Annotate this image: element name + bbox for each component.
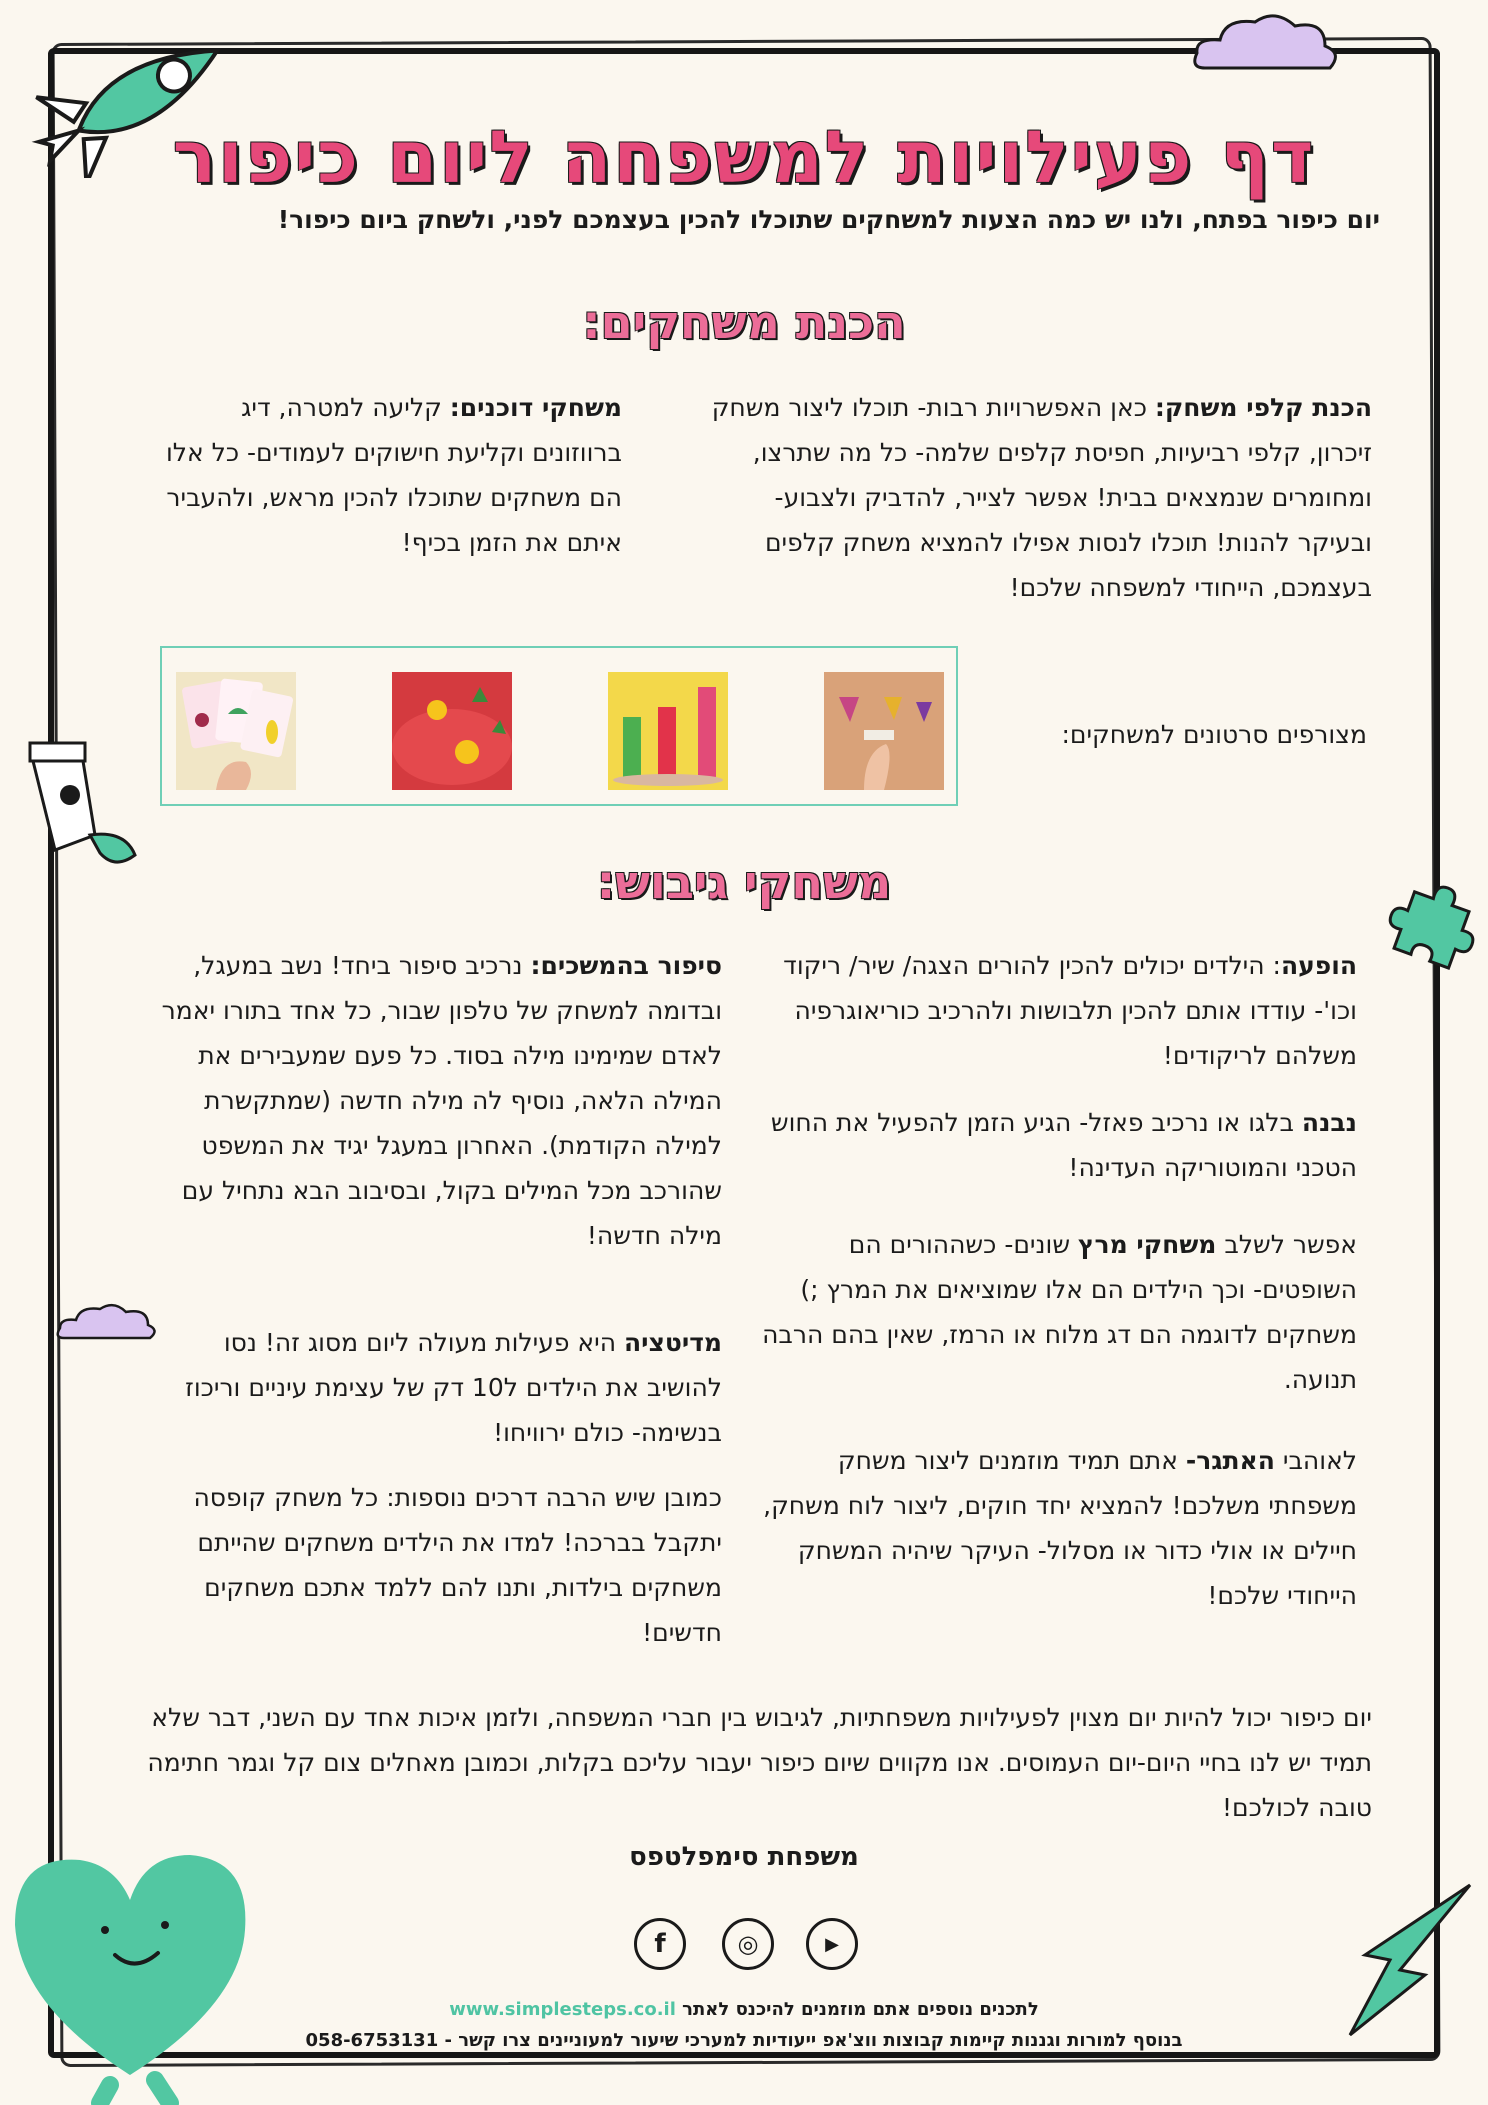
race-paragraph: [752, 1222, 1357, 1402]
stalls-paragraph: [160, 385, 622, 565]
youtube-icon[interactable]: ▶: [806, 1918, 858, 1970]
cloud-small-icon: [52, 1300, 162, 1345]
cloud-icon: [1185, 8, 1345, 78]
race-title: משחקי מרץ: [1078, 1230, 1217, 1259]
show-text: : הילדים יכולים להכין להורים הצגה/ שיר/ ריקוד וכו'- עודדו אותם להכין תלבושות ולהרכיב כוריאוגרפיה משלהם לריקודים!: [783, 951, 1357, 1070]
build-paragraph: [752, 1100, 1357, 1190]
story-title: סיפור בהמשכים:: [530, 951, 722, 980]
closing-paragraph: יום כיפור יכול להיות יום מצוין לפעילויות משפחתיות, לגיבוש בין חברי המשפחה, ולזמן איכות אחד עם השני, דבר שלא תמיד יש לנו בחיי היום-יום העמוסים. אנו מקווים שיום כיפור יעבור עליכם בקלות, וכמובן מאחלים צום קל וגמר חתימה טובה לכולכם!: [147, 1703, 1372, 1822]
videos-label: מצורפים סרטונים למשחקים:: [1061, 720, 1367, 749]
story-paragraph: [160, 943, 722, 1258]
video-thumbnail-ducks[interactable]: [392, 672, 512, 790]
cards-text: כאן האפשרויות רבות- תוכלו ליצור משחק זיכרון, קלפי רביעיות, חפיסת קלפים שלמה- כל מה שתרצו, ומחומרים שנמצאים בבית! אפשר לצייר, להדביק ולצבוע- ובעיקר להנות! תוכלו לנסות אפילו להמציא משחק קלפים בעצמכם, הייחודי למשפחה שלכם!: [711, 393, 1372, 602]
build-title: נבנה: [1301, 1108, 1357, 1137]
video-thumbnails-strip: [160, 646, 958, 806]
story-text: נרכיב סיפור ביחד! נשב במעגל, ובדומה למשחק של טלפון שבור, כל אחד בתורו יאמר לאדם שמימינו מילה בסוד. כל פעם שמעבירים את המילה הלאה, נוסיף לה מילה חדשה (שמתקשרת למילה הקודמת). האחרון במעגל יגיד את המשפט שהורכב מכל המילים בקול, ובסיבוב הבא נתחיל עם מילה חדשה!: [161, 951, 722, 1250]
challenge-text: אתם תמיד מוזמנים ליצור משחק משפחתי משלכם! להמציא יחד חוקים, ליצור לוח משחק, חיילים או אולי כדור או מסלול- העיקר שיהיה המשחק הייחודי שלכם!: [763, 1446, 1357, 1610]
show-paragraph: [752, 943, 1357, 1078]
more-games-paragraph: כמובן שיש הרבה דרכים נוספות: כל משחק קופסה יתקבל בברכה! למדו את הילדים משחקים שהייתם משחקים בילדות, ותנו להם ללמד אתכם משחקים חדשים!: [193, 1483, 722, 1647]
meditation-text: היא פעילות מעולה ליום מסוג זה! נסו להושיב את הילדים ל10 דק של עצימת עיניים וריכוז בנשימה- כולם ירוויחו!: [185, 1328, 722, 1447]
website-link[interactable]: www.simplesteps.co.il: [449, 1999, 676, 2020]
challenge-title: האתגר-: [1185, 1446, 1275, 1475]
stalls-text: קליעה למטרה, דיג ברווזונים וקליעת חישוקים לעמודים- כל אלו הם משחקים שתוכלו להכין מראש, ולהעביר איתם את הזמן בכיף!: [165, 393, 622, 557]
footer-line-website: [0, 1999, 1488, 2020]
stalls-title: משחקי דוכנים:: [449, 393, 622, 422]
race-prefix: אפשר לשלב: [1216, 1230, 1357, 1259]
page-title: דף פעילויות למשפחה ליום כיפור: [172, 115, 1316, 199]
section-heading-bonding: משחקי גיבוש:: [596, 855, 892, 909]
footer-website-text: לתכנים נוספים אתם מוזמנים להיכנס לאתר: [682, 1999, 1039, 2020]
video-thumbnail-target[interactable]: [824, 672, 944, 790]
signature: משפחת סימפלטפס: [629, 1842, 859, 1872]
video-thumbnail-cards[interactable]: [176, 672, 296, 790]
video-thumbnail-rings[interactable]: [608, 672, 728, 790]
build-text: בלגו או נרכיב פאזל- הגיע הזמן להפעיל את החוש הטכני והמוטוריקה העדינה!: [770, 1108, 1357, 1182]
section-heading-prep: הכנת משחקים:: [582, 295, 906, 349]
instagram-icon[interactable]: ◎: [722, 1918, 774, 1970]
show-title: הופעה: [1280, 951, 1357, 980]
page-subtitle: יום כיפור בפתח, ולנו יש כמה הצעות למשחקים שתוכלו להכין בעצמכם לפני, ולשחק ביום כיפור!: [277, 205, 1380, 234]
footer-line-contact: בנוסף למורות וגננות קיימות קבוצות ווצ'אפ ייעודיות למערכי שיעור למעוניינים צרו קשר - 058-6753131: [305, 2030, 1183, 2051]
challenge-paragraph: [752, 1438, 1357, 1618]
meditation-paragraph: [150, 1320, 722, 1455]
meditation-title: מדיטציה: [624, 1328, 722, 1357]
challenge-prefix: לאוהבי: [1274, 1446, 1357, 1475]
facebook-icon[interactable]: f: [634, 1918, 686, 1970]
paint-tube-icon: [15, 735, 145, 875]
cards-title: הכנת קלפי משחק:: [1154, 393, 1372, 422]
cards-paragraph: [700, 385, 1372, 610]
race-text: שונים- כשההורים הם השופטים- וכך הילדים הם אלו שמוציאים את המרץ ;) משחקים לדוגמה הם דג מלוח או הרמז, שאין בהם הרבה תנועה.: [762, 1230, 1357, 1394]
